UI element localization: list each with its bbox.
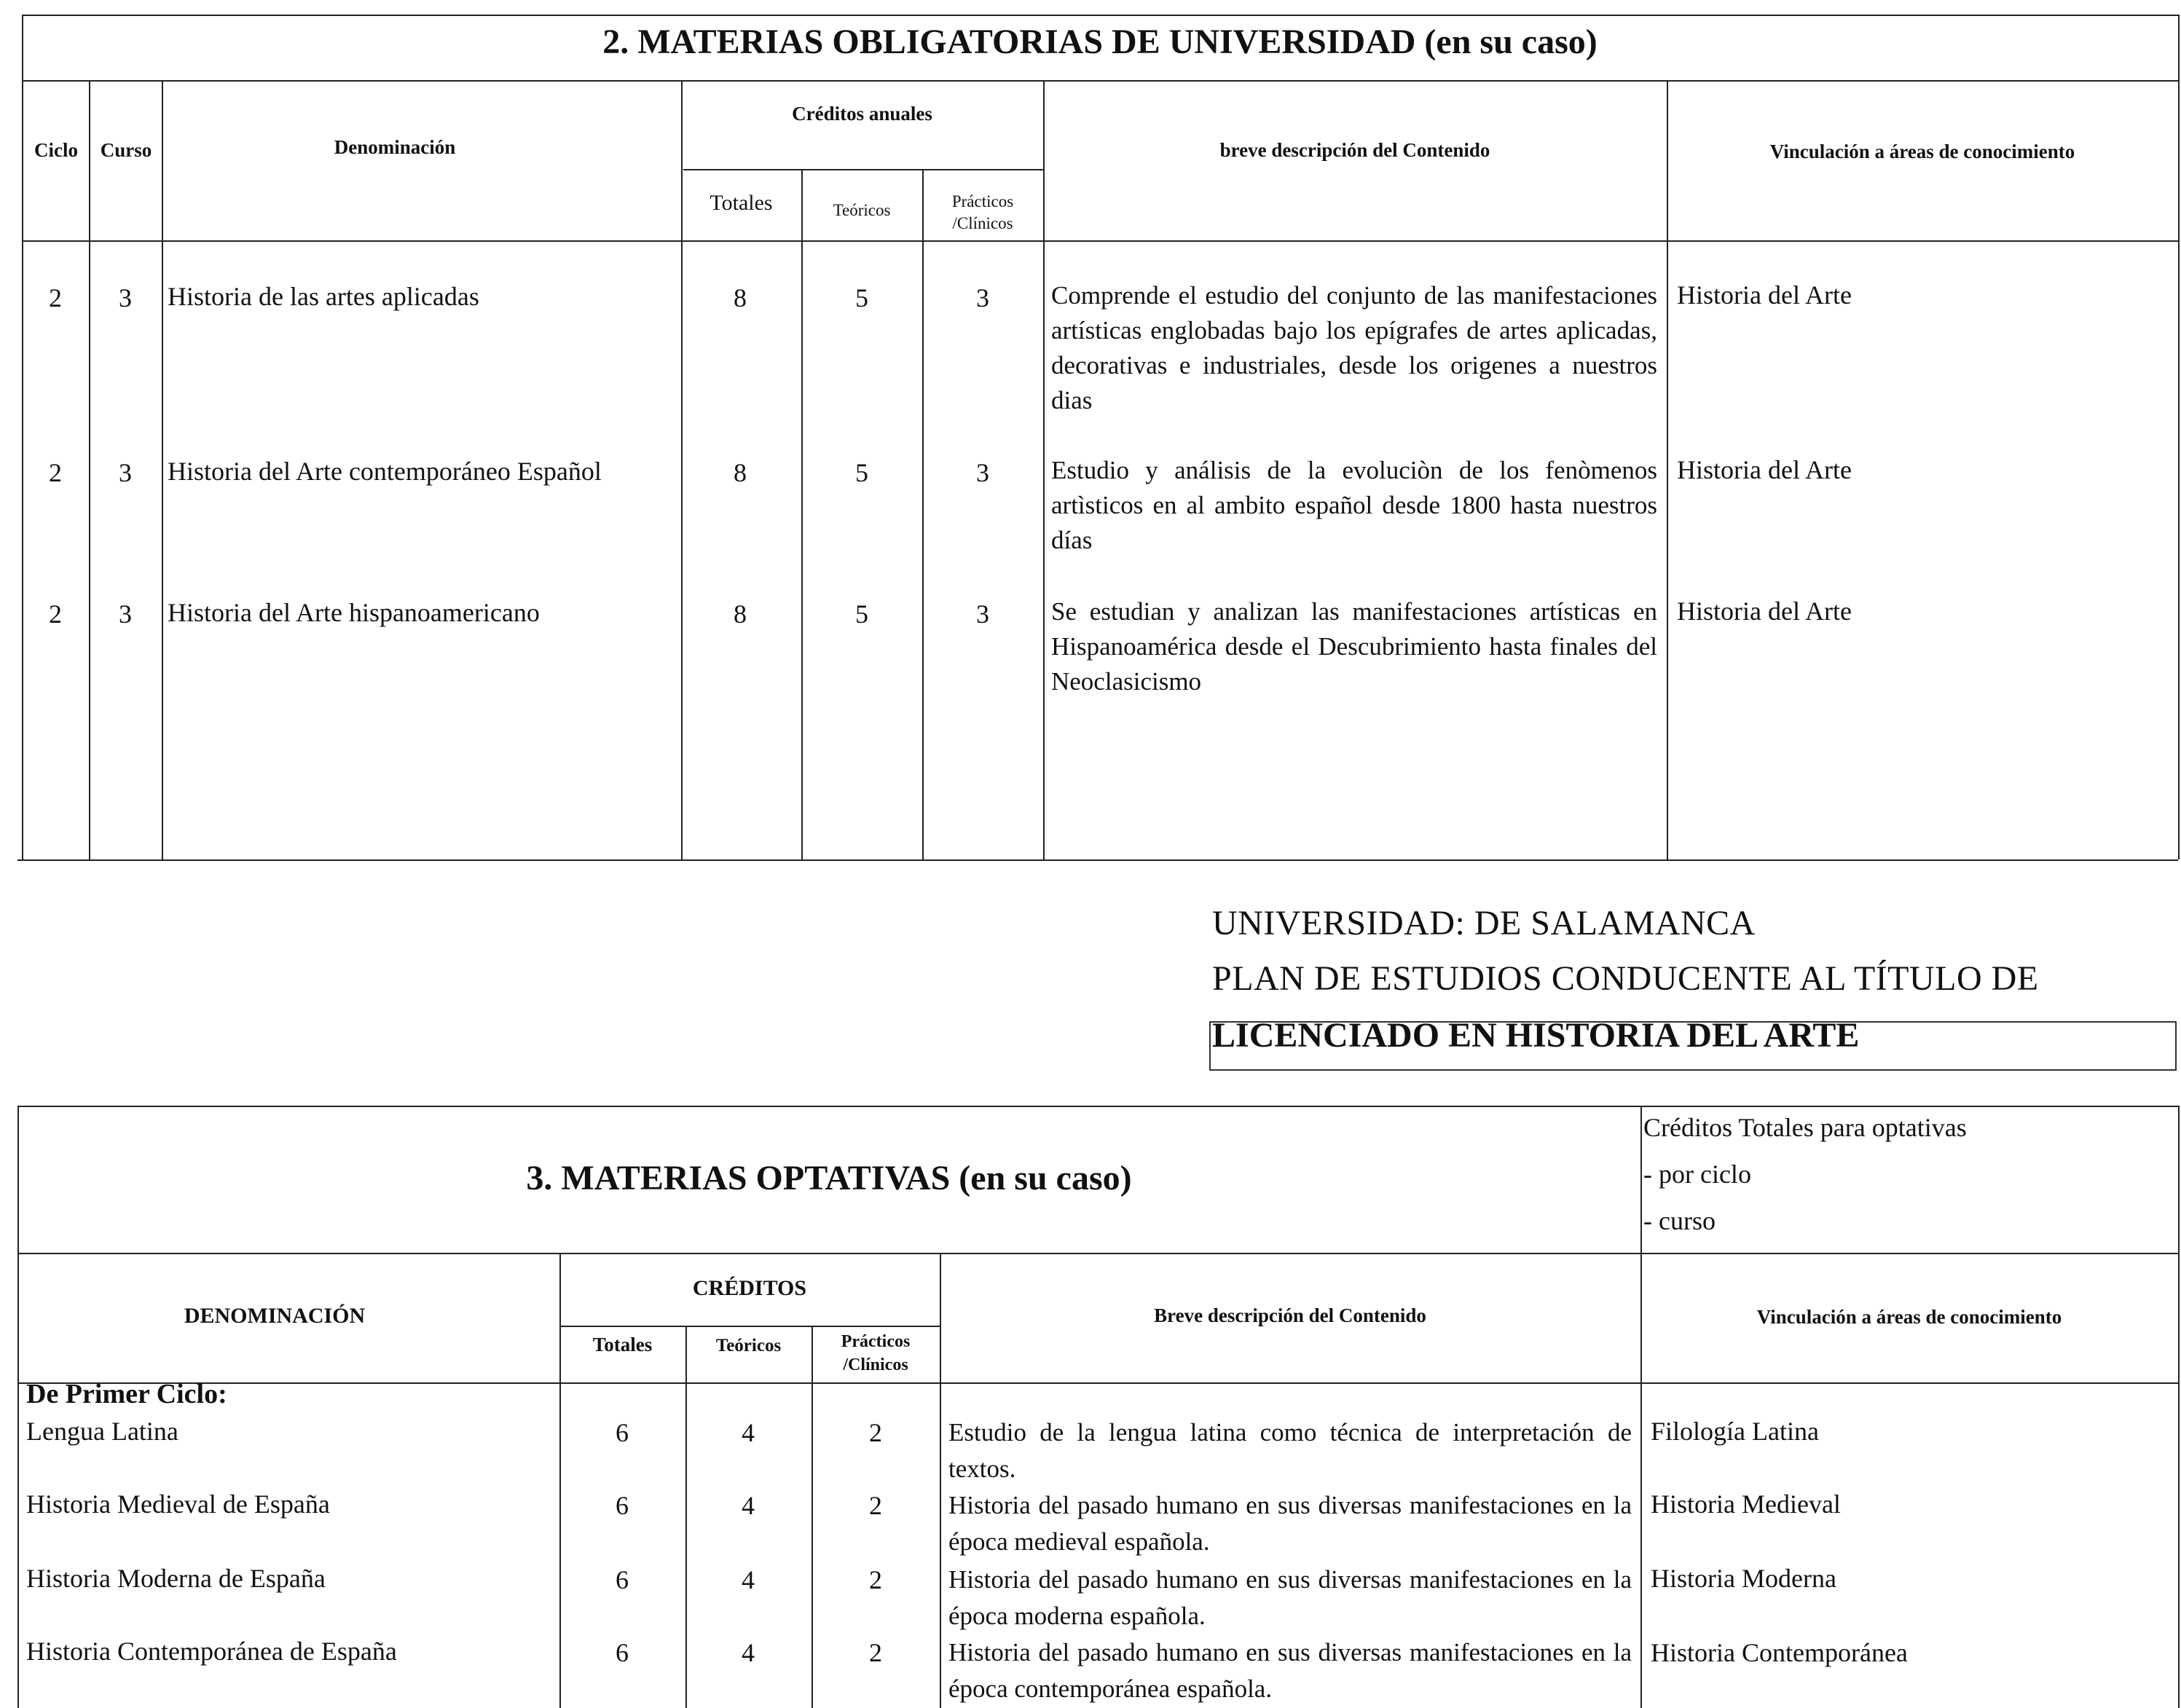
cell-vinculacion: Historia del Arte: [1677, 597, 1852, 626]
cell-totales: 6: [616, 1491, 629, 1520]
cell-practicos: 2: [869, 1491, 882, 1520]
cell-totales: 8: [734, 599, 747, 629]
group-label-primer-ciclo: De Primer Ciclo:: [26, 1379, 227, 1409]
cell-teoricos: 4: [742, 1565, 755, 1594]
cell-ciclo: 2: [49, 458, 62, 487]
header-denominacion: DENOMINACIÓN: [184, 1304, 366, 1328]
cell-descripcion: Historia del pasado humano en sus diversas manifestaciones en la época medieval española.: [948, 1491, 1632, 1556]
header-denominacion: Denominación: [334, 136, 456, 158]
study-plan-line: PLAN DE ESTUDIOS CONDUCENTE AL TÍTULO DE: [1212, 959, 2039, 998]
header-totales: Totales: [710, 191, 773, 215]
cell-descripcion: Historia del pasado humano en sus diversas manifestaciones en la época contemporánea española.: [948, 1638, 1632, 1703]
cell-totales: 6: [616, 1418, 629, 1447]
header-practicos-line1: Prácticos: [841, 1332, 911, 1351]
optional-credits-per-cycle: - por ciclo: [1643, 1160, 1751, 1189]
header-practicos: [922, 191, 1043, 235]
cell-vinculacion: Historia Contemporánea: [1651, 1638, 1908, 1667]
header-teoricos: Teóricos: [833, 201, 891, 219]
cell-vinculacion: Historia del Arte: [1677, 455, 1852, 484]
header-ciclo: Ciclo: [34, 139, 78, 161]
header-practicos-line1: Prácticos: [951, 192, 1014, 210]
cell-denominacion: Historia Medieval de España: [26, 1489, 330, 1519]
cell-curso: 3: [119, 283, 132, 312]
cell-teoricos: 5: [855, 599, 868, 629]
header-descripcion: breve descripción del Contenido: [1219, 139, 1490, 161]
cell-practicos: 3: [976, 599, 989, 629]
section3-title: 3. MATERIAS OPTATIVAS (en su caso): [526, 1159, 1132, 1197]
cell-descripcion: Estudio de la lengua latina como técnica de interpretación de textos.: [948, 1418, 1632, 1483]
cell-denominacion: Historia de las artes aplicadas: [168, 282, 479, 311]
cell-practicos: 2: [869, 1638, 882, 1667]
cell-descripcion: Historia del pasado humano en sus diversas manifestaciones en la época moderna española.: [948, 1565, 1632, 1630]
cell-descripcion: Se estudian y analizan las manifestaciones artísticas en Hispanoamérica desde el Descubrimiento hasta finales del Neoclasicismo: [1051, 597, 1657, 696]
cell-totales: 8: [734, 458, 747, 487]
cell-teoricos: 4: [742, 1638, 755, 1667]
header-practicos-line2: /Clínicos: [952, 213, 1013, 232]
cell-ciclo: 2: [49, 599, 62, 629]
cell-vinculacion: Historia Moderna: [1651, 1564, 1836, 1593]
header-descripcion: Breve descripción del Contenido: [1154, 1304, 1426, 1326]
optional-credits-box: [1643, 1104, 1967, 1244]
cell-vinculacion: Historia Medieval: [1651, 1489, 1841, 1519]
cell-practicos: 2: [869, 1565, 882, 1594]
cell-denominacion: Historia del Arte contemporáneo Español: [168, 457, 602, 486]
optional-credits-per-course: - curso: [1643, 1206, 1716, 1235]
cell-vinculacion: Historia del Arte: [1677, 280, 1852, 310]
cell-denominacion: Historia Moderna de España: [26, 1564, 326, 1593]
cell-practicos: 3: [976, 458, 989, 487]
cell-practicos: 3: [976, 283, 989, 312]
cell-descripcion: Estudio y análisis de la evoluciòn de los fenòmenos artìsticos en al ambito español desde 1800 hasta nuestros días: [1051, 456, 1657, 554]
cell-teoricos: 5: [855, 283, 868, 312]
cell-denominacion: Historia del Arte hispanoamericano: [168, 598, 540, 627]
header-totales: Totales: [592, 1334, 653, 1355]
optional-credits-label: Créditos Totales para optativas: [1643, 1113, 1967, 1142]
header-vinculacion: Vinculación a áreas de conocimiento: [1756, 1306, 2062, 1328]
header-teoricos: Teóricos: [715, 1336, 782, 1355]
header-creditos: CRÉDITOS: [692, 1276, 807, 1300]
cell-teoricos: 5: [855, 458, 868, 487]
cell-curso: 3: [119, 458, 132, 487]
cell-descripcion: Comprende el estudio del conjunto de las manifestaciones artísticas englobadas bajo los epígrafes de artes aplicadas, decorativas e industriales, desde los origenes a nuestros dias: [1051, 281, 1657, 414]
cell-vinculacion: Filología Latina: [1651, 1417, 1819, 1446]
cell-practicos: 2: [869, 1418, 882, 1447]
cell-teoricos: 4: [742, 1418, 755, 1447]
section2-title: 2. MATERIAS OBLIGATORIAS DE UNIVERSIDAD (en su caso): [602, 23, 1598, 61]
header-practicos-line2: /Clínicos: [843, 1355, 908, 1375]
cell-curso: 3: [119, 599, 132, 629]
cell-teoricos: 4: [742, 1491, 755, 1520]
header-practicos: [812, 1330, 940, 1377]
header-creditos-anuales: Créditos anuales: [792, 103, 932, 125]
header-vinculacion: Vinculación a áreas de conocimiento: [1769, 141, 2075, 162]
cell-denominacion: Lengua Latina: [26, 1417, 178, 1446]
cell-denominacion: Historia Contemporánea de España: [26, 1637, 397, 1666]
cell-totales: 6: [616, 1638, 629, 1667]
degree-title: LICENCIADO EN HISTORIA DEL ARTE: [1212, 1016, 1860, 1055]
cell-totales: 6: [616, 1565, 629, 1594]
cell-ciclo: 2: [49, 283, 62, 312]
cell-totales: 8: [734, 283, 747, 312]
university-name: UNIVERSIDAD: DE SALAMANCA: [1212, 904, 1756, 942]
header-curso: Curso: [100, 139, 152, 161]
